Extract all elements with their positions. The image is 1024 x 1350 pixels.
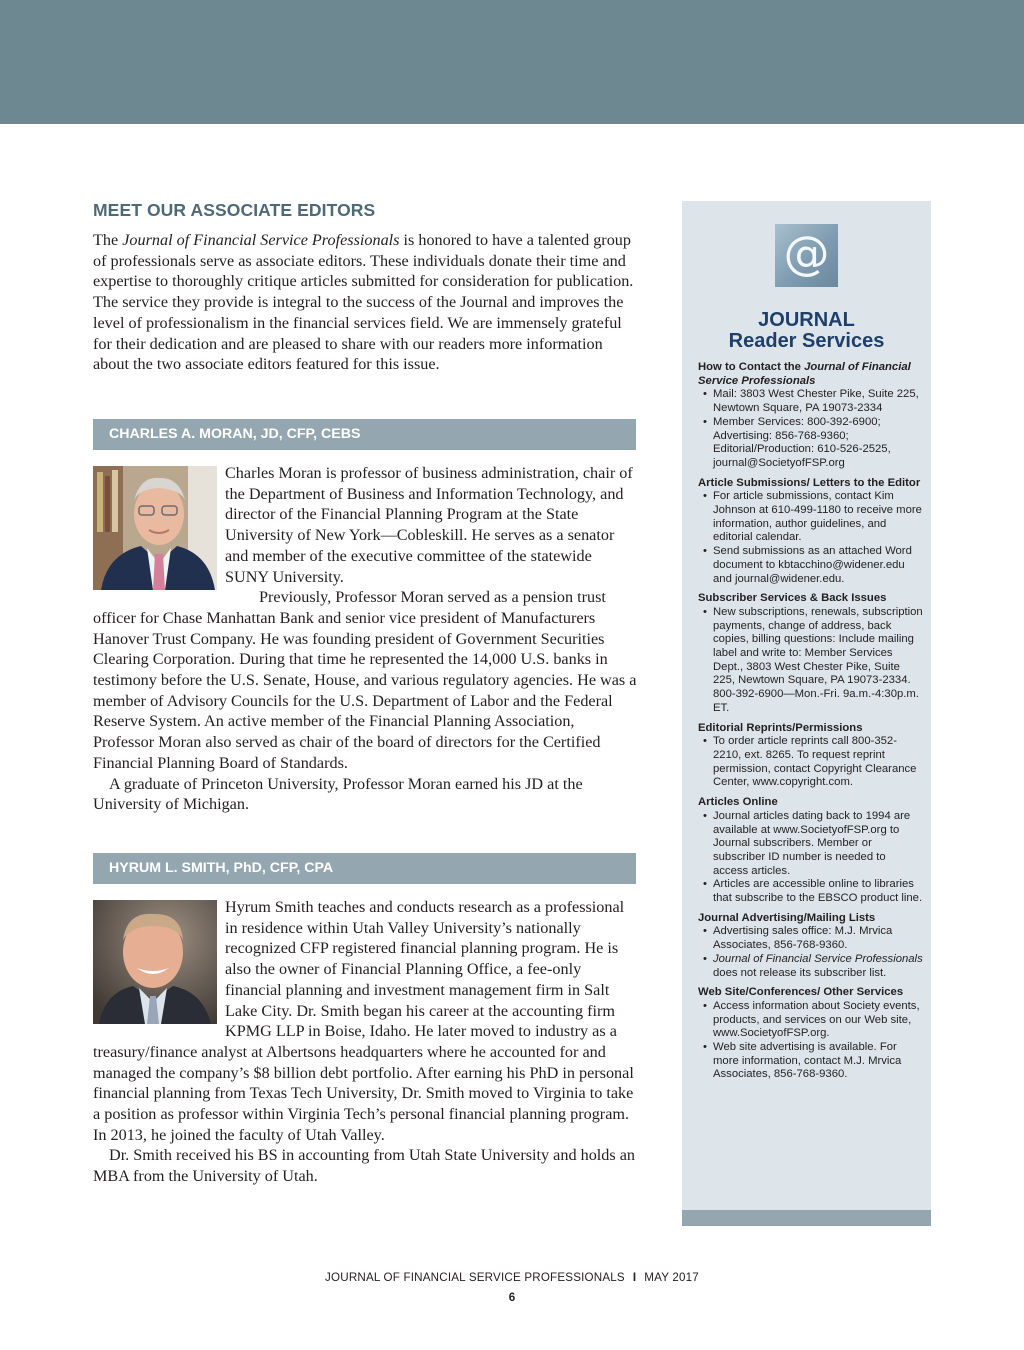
- submissions-list: [698, 490, 923, 586]
- reprints-heading: Editorial Reprints/Permissions: [698, 721, 863, 734]
- list-item: • Member Services: 800-392-6900; Advertising: 856-768-9360; Editorial/Production: 610-526-2525, journal@SocietyofFSP.org: [698, 416, 923, 471]
- reprints-list: [698, 735, 923, 790]
- smith-paragraph-2: Dr. Smith received his BS in accounting from Utah State University and holds an MBA from the University of Utah.: [93, 1146, 636, 1186]
- website-heading: Web Site/Conferences/ Other Services: [698, 986, 904, 999]
- list-item: • For article submissions, contact Kim Johnson at 610-499-1180 to receive more information, author guidelines, and editorial calendar.: [698, 490, 923, 545]
- moran-paragraph-1: Charles Moran is professor of business administration, chair of the Department of Business and Information Technology, and director of the Financial Planning Program at the State University of New York—Cobleskill. He serves as a senator and member of the executive committee of the statewide SUNY University.: [225, 464, 633, 586]
- top-banner: [0, 0, 1024, 124]
- advertising-rest: does not release its subscriber list.: [713, 966, 887, 979]
- contact-heading-lead: How to Contact the: [698, 361, 805, 373]
- moran-paragraph-3: A graduate of Princeton University, Professor Moran earned his JD at the University of Michigan.: [93, 774, 583, 814]
- sidebar-bottom-bar: [682, 1210, 931, 1226]
- page-number: 6: [508, 1291, 516, 1304]
- articles-online-heading: Articles Online: [698, 796, 778, 809]
- list-item: [698, 953, 923, 980]
- website-list: [698, 1000, 923, 1082]
- advertising-list: [698, 925, 923, 980]
- intro-lead: The: [93, 231, 123, 249]
- page-footer: [0, 1271, 1024, 1284]
- advertising-journal-name: Journal of Financial Service Professionals: [713, 952, 923, 965]
- smith-paragraph-1: Hyrum Smith teaches and conducts research as a professional in residence within Utah Valley University’s nationally recognized CFP registered financial planning program. He is also the owner of Financial Planning Office, a fee-only financial planning and investment management firm in Salt Lake City. Dr. Smith began his career at the accounting firm KPMG LLP in Boise, Idaho. He later moved to industry as a treasury/finance analyst at Albertsons headquarters where he accounted for and managed the company’s $8 billion debt portfolio. After earning his PhD in personal financial planning from Texas Tech University, Dr. Smith moved to Virginia to take a position as professor within Virginia Tech’s personal financial planning program. In 2013, he joined the faculty of Utah Valley.: [93, 898, 634, 1144]
- submissions-heading: Article Submissions/ Letters to the Editor: [698, 476, 921, 489]
- footer-separator: I: [632, 1271, 637, 1284]
- editor-bio-moran: [93, 463, 638, 815]
- at-sign-icon: [775, 224, 838, 287]
- list-item: • Journal articles dating back to 1994 are available at www.SocietyofFSP.org to Journal subscribers. Member or subscriber ID number is needed to access articles.: [698, 810, 923, 879]
- section-title: MEET OUR ASSOCIATE EDITORS: [93, 200, 376, 220]
- list-item: • Articles are accessible online to libraries that subscribe to the EBSCO product line.: [698, 878, 923, 905]
- main-column: [93, 200, 638, 375]
- subscriber-list: [698, 606, 923, 716]
- sidebar-title-line2: Reader Services: [728, 330, 885, 352]
- list-item: • Mail: 3803 West Chester Pike, Suite 225, Newtown Square, PA 19073-2334: [698, 388, 923, 415]
- contact-heading-journal: Journal of Financial Service Professionals: [698, 361, 911, 387]
- sidebar-content: [698, 361, 923, 1082]
- intro-rest: is honored to have a talented group of professionals serve as associate editors. These individuals donate their time and expertise to thoroughly critique articles submitted for consideration for publication. The service they provide is integral to the success of the Journal and improves the level of professionalism in the financial services field. We are immensely grateful for their dedication and are pleased to share with our readers more information about the two associate editors featured for this issue.: [93, 231, 634, 374]
- list-item: • Web site advertising is available. For more information, contact M.J. Mrvica Associates, 856-768-9360.: [698, 1041, 923, 1082]
- moran-photo: [93, 466, 217, 590]
- subscriber-heading: Subscriber Services & Back Issues: [698, 592, 887, 605]
- intro-journal-name: Journal of Financial Service Professionals: [122, 231, 400, 249]
- list-item: • Advertising sales office: M.J. Mrvica Associates, 856-768-9360.: [698, 925, 923, 952]
- editor-heading-smith: HYRUM L. SMITH, PhD, CFP, CPA: [93, 853, 636, 884]
- moran-paragraph-2: Previously, Professor Moran served as a pension trust officer for Chase Manhattan Bank and senior vice president of Manufacturers Hanover Trust Company. He was founding president of Government Securities Clearing Corporation. During that time he represented the 14,000 U.S. banks in testimony before the U.S. Senate, House, and various regulatory agencies. He was a member of Advisory Councils for the U.S. Department of Labor and the Federal Reserve System. An active member of the Financial Planning Association, Professor Moran also served as chair of the board of directors for the Certified Financial Planning Board of Standards.: [93, 588, 637, 772]
- sidebar-title-line1: JOURNAL: [758, 309, 855, 331]
- smith-photo: [93, 900, 217, 1024]
- footer-date: MAY 2017: [644, 1271, 699, 1284]
- list-item: • Send submissions as an attached Word document to kbtacchino@widener.edu and journal@widener.edu.: [698, 545, 923, 586]
- articles-online-list: [698, 810, 923, 906]
- at-sign-glyph: @: [783, 226, 830, 280]
- contact-list: [698, 388, 923, 470]
- reader-services-sidebar: [682, 201, 931, 1226]
- footer-journal: JOURNAL OF FINANCIAL SERVICE PROFESSIONALS: [325, 1271, 625, 1284]
- advertising-heading: Journal Advertising/Mailing Lists: [698, 911, 876, 924]
- contact-heading: [698, 361, 923, 388]
- intro-paragraph: [93, 230, 638, 375]
- editor-heading-moran: CHARLES A. MORAN, JD, CFP, CEBS: [93, 419, 636, 450]
- list-item: • To order article reprints call 800-352-2210, ext. 8265. To request reprint permission, contact Copyright Clearance Center, www.copyright.com.: [698, 735, 923, 790]
- list-item: • New subscriptions, renewals, subscription payments, change of address, back copies, billing questions: Include mailing label and write to: Member Services Dept., 3803 West Chester Pike, Suite 225, Newtown Square, PA 19073-2334. 800-392-6900—Mon.-Fri. 9a.m.-4:30p.m. ET.: [698, 606, 923, 716]
- editor-bio-smith: [93, 897, 638, 1187]
- list-item: • Access information about Society events, products, and services on our Web site, www.SocietyofFSP.org.: [698, 1000, 923, 1041]
